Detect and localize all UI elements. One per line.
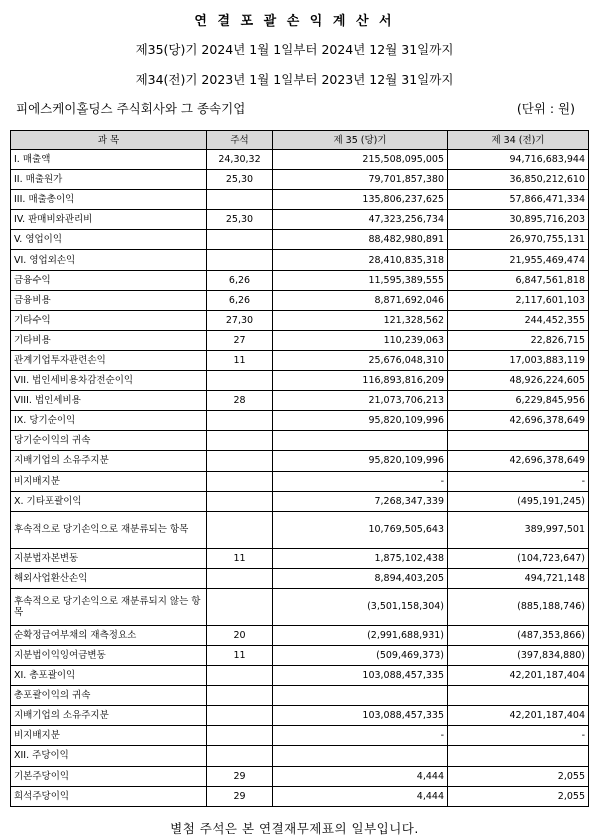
current-amount-cell: 88,482,980,891 <box>273 230 448 250</box>
note-cell: 20 <box>207 625 273 645</box>
current-amount-cell: 1,875,102,438 <box>273 548 448 568</box>
note-cell: 28 <box>207 391 273 411</box>
note-cell: 24,30,32 <box>207 150 273 170</box>
account-cell: 지분법자본변동 <box>11 548 207 568</box>
note-cell <box>207 431 273 451</box>
note-cell <box>207 568 273 588</box>
current-amount-cell: 95,820,109,996 <box>273 451 448 471</box>
note-cell <box>207 451 273 471</box>
account-cell: VII. 법인세비용차감전순이익 <box>11 371 207 391</box>
current-amount-cell: 103,088,457,335 <box>273 666 448 686</box>
prior-amount-cell: - <box>448 726 589 746</box>
account-cell: IX. 당기순이익 <box>11 411 207 431</box>
table-row <box>11 391 589 411</box>
prior-amount-cell: 2,117,601,103 <box>448 290 589 310</box>
table-row <box>11 746 589 766</box>
note-cell: 11 <box>207 548 273 568</box>
table-row <box>11 645 589 665</box>
current-amount-cell: - <box>273 471 448 491</box>
current-amount-cell: 4,444 <box>273 786 448 806</box>
current-amount-cell: (509,469,373) <box>273 645 448 665</box>
current-amount-cell: 215,508,095,005 <box>273 150 448 170</box>
account-cell: X. 기타포괄이익 <box>11 491 207 511</box>
table-header-row <box>11 131 589 150</box>
account-cell: II. 매출원가 <box>11 170 207 190</box>
prior-amount-cell: 22,826,715 <box>448 330 589 350</box>
prior-amount-cell: (885,188,746) <box>448 588 589 625</box>
unit-label: (단위 : 원) <box>516 101 575 116</box>
note-cell <box>207 686 273 706</box>
table-row <box>11 350 589 370</box>
note-cell <box>207 511 273 548</box>
statement-title: 연 결 포 괄 손 익 계 산 서 <box>194 14 395 29</box>
note-cell <box>207 746 273 766</box>
account-cell: 지배기업의 소유주지분 <box>11 451 207 471</box>
account-cell: 지배기업의 소유주지분 <box>11 706 207 726</box>
prior-amount-cell: 21,955,469,474 <box>448 250 589 270</box>
prior-amount-cell: 2,055 <box>448 786 589 806</box>
note-cell <box>207 726 273 746</box>
period-current: 제35(당)기 2024년 1월 1일부터 2024년 12월 31일까지 <box>135 42 454 57</box>
header-current-period: 제 35 (당)기 <box>273 131 448 150</box>
table-row <box>11 511 589 548</box>
table-row <box>11 230 589 250</box>
account-cell: XI. 총포괄이익 <box>11 666 207 686</box>
current-amount-cell: 10,769,505,643 <box>273 511 448 548</box>
table-row <box>11 431 589 451</box>
header-account: 과 목 <box>11 131 207 150</box>
prior-amount-cell: (487,353,866) <box>448 625 589 645</box>
current-amount-cell: 8,871,692,046 <box>273 290 448 310</box>
prior-amount-cell: 494,721,148 <box>448 568 589 588</box>
note-cell <box>207 411 273 431</box>
prior-amount-cell: 6,847,561,818 <box>448 270 589 290</box>
note-cell: 29 <box>207 786 273 806</box>
prior-amount-cell: 42,201,187,404 <box>448 706 589 726</box>
footer-note: 별첨 주석은 본 연결재무제표의 일부입니다. <box>170 821 419 836</box>
table-row <box>11 726 589 746</box>
prior-amount-cell: 42,696,378,649 <box>448 411 589 431</box>
current-amount-cell: 4,444 <box>273 766 448 786</box>
note-cell: 11 <box>207 645 273 665</box>
table-row <box>11 190 589 210</box>
account-cell: III. 매출총이익 <box>11 190 207 210</box>
table-row <box>11 625 589 645</box>
table-row <box>11 150 589 170</box>
table-row <box>11 548 589 568</box>
table-row <box>11 786 589 806</box>
note-cell: 27 <box>207 330 273 350</box>
table-row <box>11 588 589 625</box>
header-note: 주석 <box>207 131 273 150</box>
table-row <box>11 310 589 330</box>
account-cell: 후속적으로 당기손익으로 재분류되지 않는 항목 <box>11 588 207 625</box>
account-cell: XII. 주당이익 <box>11 746 207 766</box>
prior-amount-cell: 2,055 <box>448 766 589 786</box>
current-amount-cell: (3,501,158,304) <box>273 588 448 625</box>
table-row <box>11 471 589 491</box>
table-row <box>11 270 589 290</box>
prior-amount-cell: (495,191,245) <box>448 491 589 511</box>
current-amount-cell: 8,894,403,205 <box>273 568 448 588</box>
table-body <box>11 150 589 807</box>
note-cell <box>207 588 273 625</box>
prior-amount-cell: 244,452,355 <box>448 310 589 330</box>
account-cell: 관계기업투자관련손익 <box>11 350 207 370</box>
prior-amount-cell: 36,850,212,610 <box>448 170 589 190</box>
prior-amount-cell: 42,201,187,404 <box>448 666 589 686</box>
note-cell: 25,30 <box>207 170 273 190</box>
income-statement-table <box>10 130 589 807</box>
account-cell: 비지배지분 <box>11 471 207 491</box>
prior-amount-cell: (397,834,880) <box>448 645 589 665</box>
account-cell: V. 영업이익 <box>11 230 207 250</box>
current-amount-cell: 79,701,857,380 <box>273 170 448 190</box>
current-amount-cell: - <box>273 726 448 746</box>
account-cell: 총포괄이익의 귀속 <box>11 686 207 706</box>
account-cell: 해외사업환산손익 <box>11 568 207 588</box>
table-row <box>11 451 589 471</box>
note-cell <box>207 250 273 270</box>
current-amount-cell: 11,595,389,555 <box>273 270 448 290</box>
note-cell: 27,30 <box>207 310 273 330</box>
account-cell: 금융수익 <box>11 270 207 290</box>
account-cell: 당기순이익의 귀속 <box>11 431 207 451</box>
table-row <box>11 666 589 686</box>
current-amount-cell: 135,806,237,625 <box>273 190 448 210</box>
prior-amount-cell: (104,723,647) <box>448 548 589 568</box>
note-cell <box>207 371 273 391</box>
account-cell: 희석주당이익 <box>11 786 207 806</box>
current-amount-cell <box>273 686 448 706</box>
table-row <box>11 330 589 350</box>
prior-amount-cell: 94,716,683,944 <box>448 150 589 170</box>
current-amount-cell: 7,268,347,339 <box>273 491 448 511</box>
account-cell: 기타수익 <box>11 310 207 330</box>
prior-amount-cell: 57,866,471,334 <box>448 190 589 210</box>
note-cell <box>207 666 273 686</box>
account-cell: 지분법이익잉여금변동 <box>11 645 207 665</box>
account-cell: VIII. 법인세비용 <box>11 391 207 411</box>
prior-amount-cell: 42,696,378,649 <box>448 451 589 471</box>
current-amount-cell: 121,328,562 <box>273 310 448 330</box>
account-cell: IV. 판매비와관리비 <box>11 210 207 230</box>
current-amount-cell: 95,820,109,996 <box>273 411 448 431</box>
account-cell: I. 매출액 <box>11 150 207 170</box>
prior-amount-cell: 17,003,883,119 <box>448 350 589 370</box>
account-cell: 비지배지분 <box>11 726 207 746</box>
account-cell: 기본주당이익 <box>11 766 207 786</box>
account-cell: VI. 영업외손익 <box>11 250 207 270</box>
note-cell <box>207 230 273 250</box>
table-row <box>11 371 589 391</box>
prior-amount-cell <box>448 431 589 451</box>
prior-amount-cell <box>448 746 589 766</box>
prior-amount-cell <box>448 686 589 706</box>
current-amount-cell: 116,893,816,209 <box>273 371 448 391</box>
note-cell: 11 <box>207 350 273 370</box>
prior-amount-cell: 6,229,845,956 <box>448 391 589 411</box>
note-cell: 6,26 <box>207 290 273 310</box>
current-amount-cell: 103,088,457,335 <box>273 706 448 726</box>
account-cell: 금융비용 <box>11 290 207 310</box>
current-amount-cell: 110,239,063 <box>273 330 448 350</box>
note-cell <box>207 491 273 511</box>
table-row <box>11 170 589 190</box>
table-row <box>11 568 589 588</box>
current-amount-cell: (2,991,688,931) <box>273 625 448 645</box>
table-row <box>11 766 589 786</box>
current-amount-cell: 25,676,048,310 <box>273 350 448 370</box>
account-cell: 순확정급여부채의 재측정요소 <box>11 625 207 645</box>
note-cell <box>207 706 273 726</box>
period-prior: 제34(전)기 2023년 1월 1일부터 2023년 12월 31일까지 <box>135 72 454 87</box>
note-cell <box>207 190 273 210</box>
table-row <box>11 686 589 706</box>
table-row <box>11 250 589 270</box>
current-amount-cell <box>273 431 448 451</box>
note-cell <box>207 471 273 491</box>
note-cell: 29 <box>207 766 273 786</box>
table-row <box>11 290 589 310</box>
table-row <box>11 210 589 230</box>
header-prior-period: 제 34 (전)기 <box>448 131 589 150</box>
prior-amount-cell: - <box>448 471 589 491</box>
prior-amount-cell: 48,926,224,605 <box>448 371 589 391</box>
account-cell: 기타비용 <box>11 330 207 350</box>
current-amount-cell <box>273 746 448 766</box>
current-amount-cell: 28,410,835,318 <box>273 250 448 270</box>
prior-amount-cell: 26,970,755,131 <box>448 230 589 250</box>
account-cell: 후속적으로 당기손익으로 재분류되는 항목 <box>11 511 207 548</box>
company-name: 피에스케이홀딩스 주식회사와 그 종속기업 <box>16 101 246 116</box>
prior-amount-cell: 30,895,716,203 <box>448 210 589 230</box>
table-row <box>11 411 589 431</box>
note-cell: 25,30 <box>207 210 273 230</box>
table-row <box>11 706 589 726</box>
table-row <box>11 491 589 511</box>
prior-amount-cell: 389,997,501 <box>448 511 589 548</box>
note-cell: 6,26 <box>207 270 273 290</box>
current-amount-cell: 21,073,706,213 <box>273 391 448 411</box>
current-amount-cell: 47,323,256,734 <box>273 210 448 230</box>
